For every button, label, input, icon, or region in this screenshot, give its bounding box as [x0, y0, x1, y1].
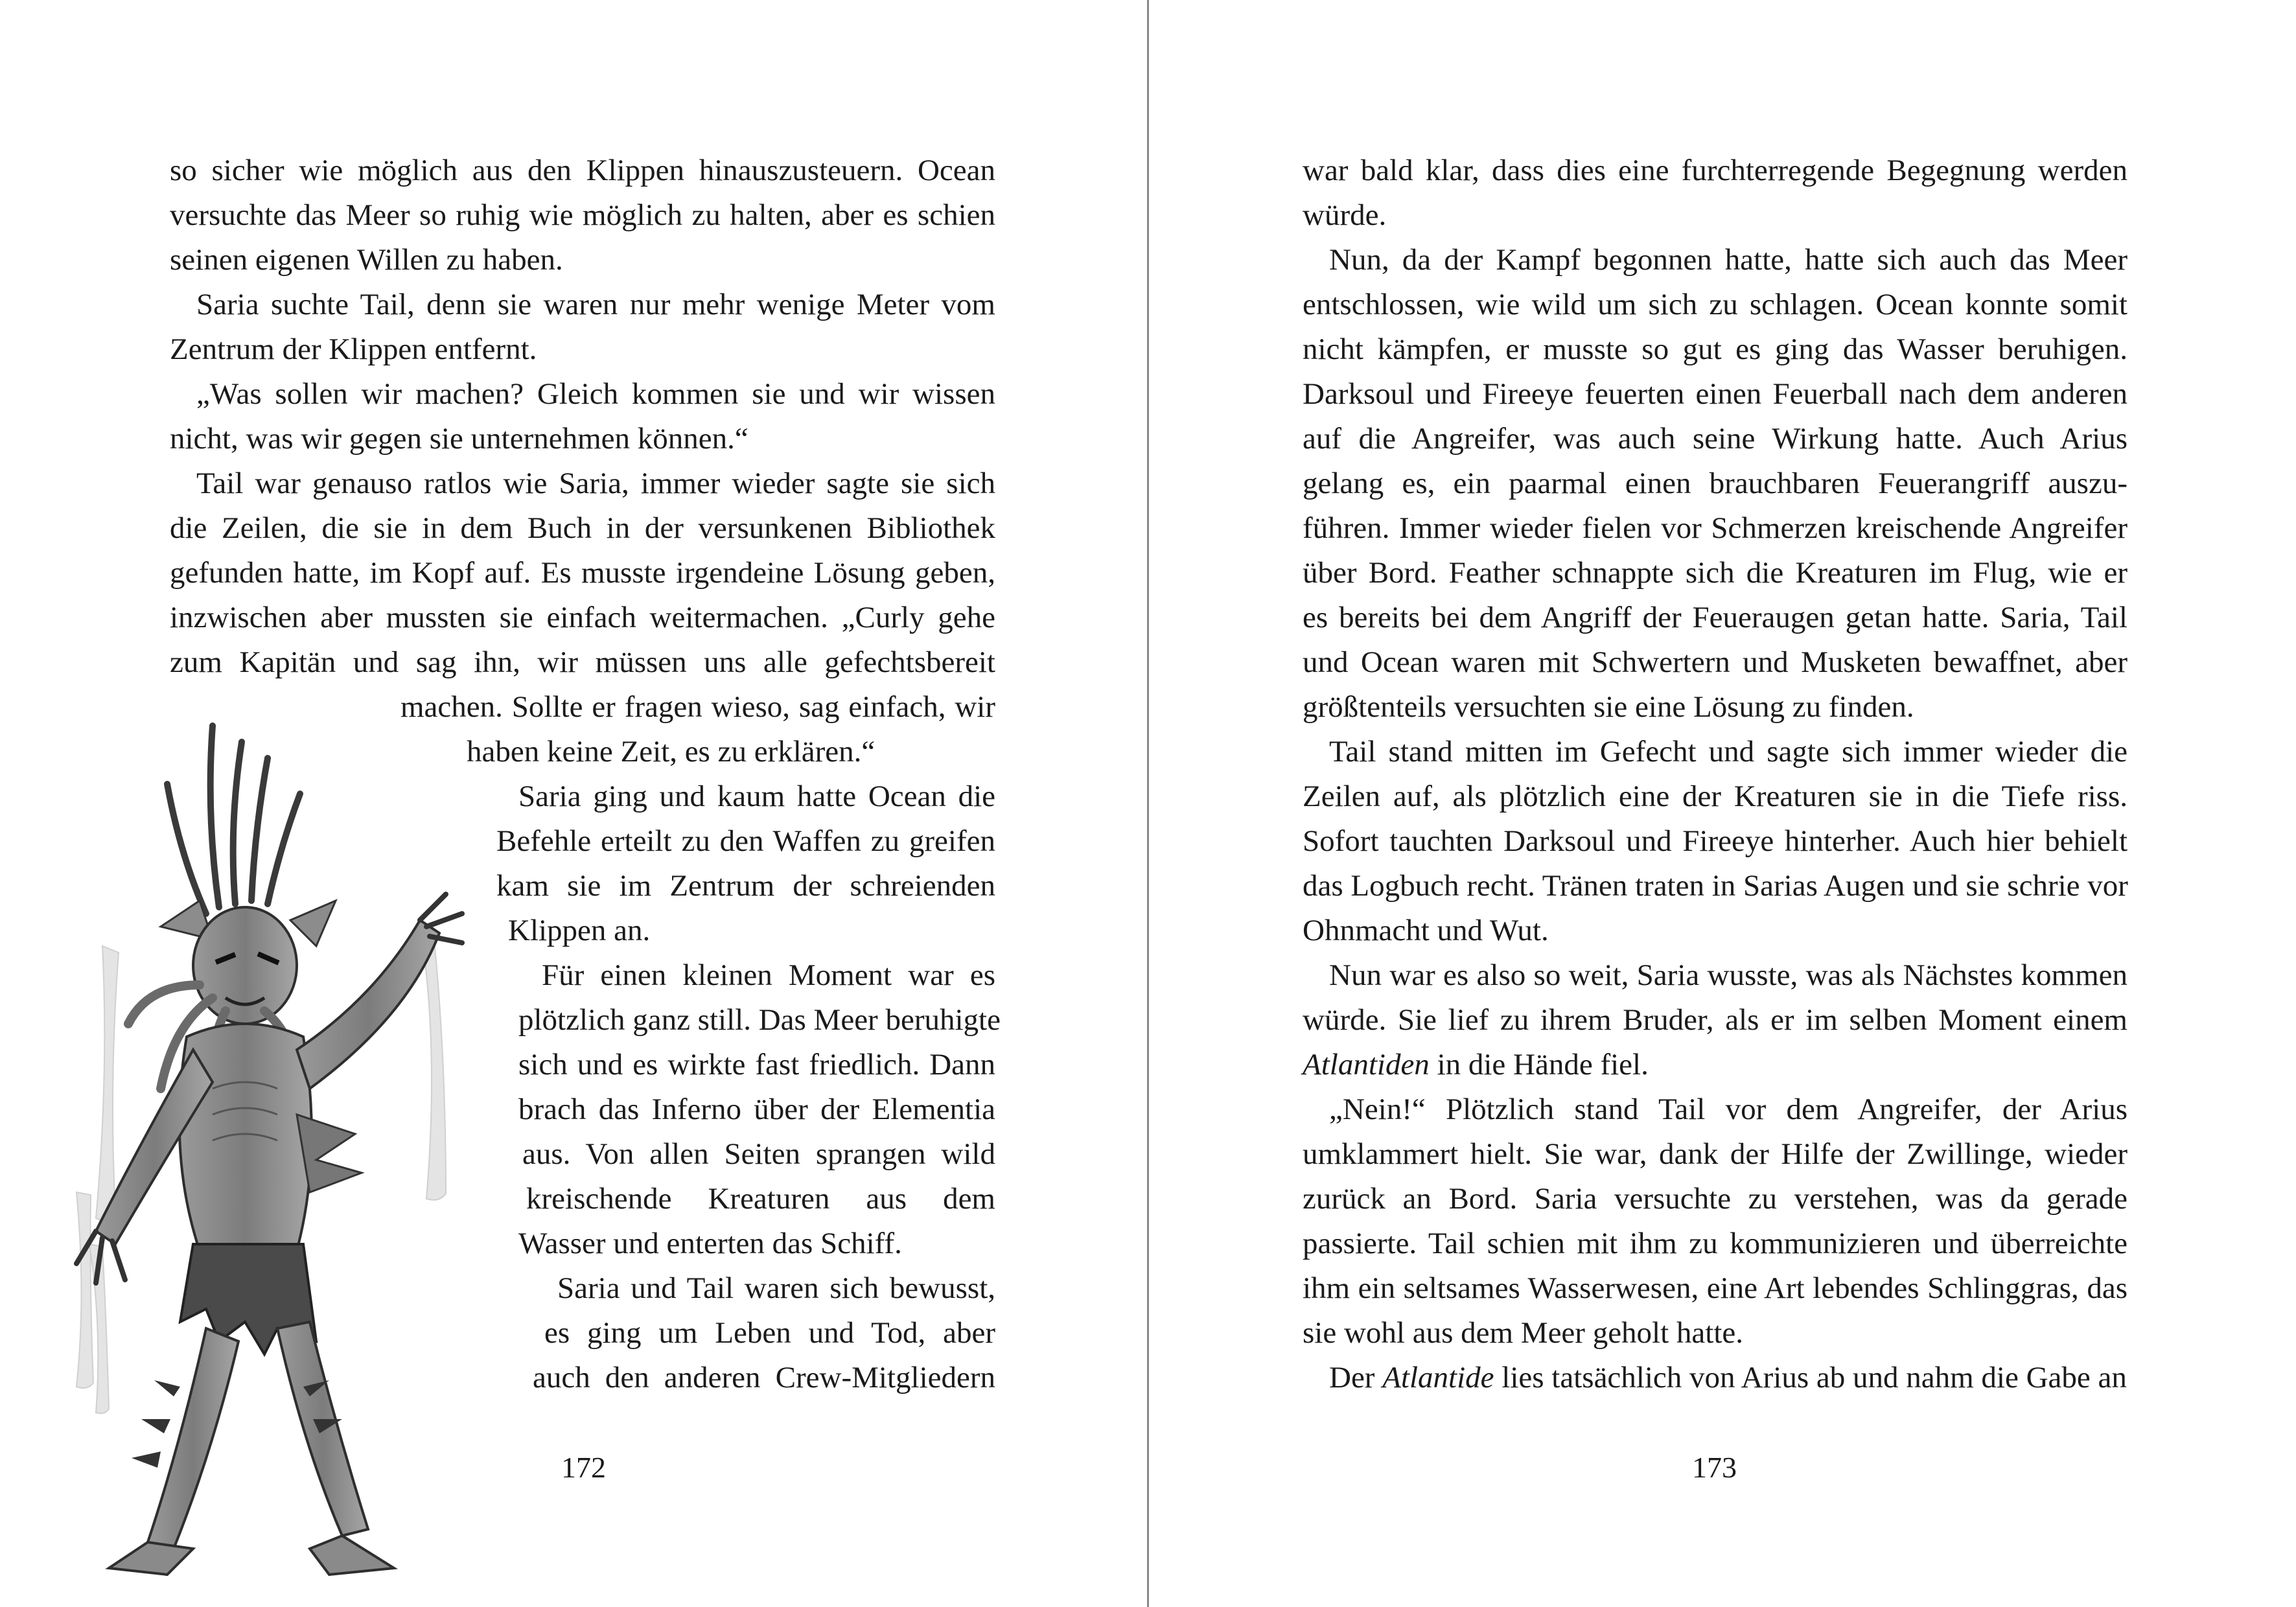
- text-line: „Was sollen wir machen? Gleich kommen sie und wir wissen: [196, 377, 995, 411]
- right-page: [1149, 0, 2296, 1607]
- text-line: brach das Inferno über der Elementia: [518, 1093, 995, 1126]
- text-line: kreischende Kreaturen aus dem: [526, 1182, 995, 1216]
- text-line: war bald klar, dass dies eine furchterregende Begegnung werden: [1303, 154, 2128, 187]
- text-line: es bereits bei dem Angriff der Feueraugen getan hatte. Saria, Tail: [1303, 601, 2128, 634]
- text-line: zurück an Bord. Saria versuchte zu verstehen, was da gerade: [1303, 1182, 2128, 1216]
- text-line: umklammert hielt. Sie war, dank der Hilfe der Zwillinge, wieder: [1303, 1137, 2128, 1171]
- text-line: Zeilen auf, als plötzlich eine der Kreaturen sie in die Tiefe riss.: [1303, 780, 2128, 813]
- text-line: würde.: [1303, 198, 1387, 232]
- text-line: das Logbuch recht. Tränen traten in Sarias Augen und sie schrie vor: [1303, 869, 2128, 903]
- text-line: zum Kapitän und sag ihn, wir müssen uns alle gefechtsbereit: [170, 645, 995, 679]
- text-line: entschlossen, wie wild um sich zu schlagen. Ocean konnte somit: [1303, 288, 2128, 321]
- text-fragment: in die Hände fiel.: [1437, 1048, 1649, 1081]
- text-line: gefunden hatte, im Kopf auf. Es musste irgendeine Lösung geben,: [170, 556, 995, 590]
- italic-term: Atlantiden: [1303, 1048, 1430, 1081]
- text-line: Saria suchte Tail, denn sie waren nur mehr wenige Meter vom: [196, 288, 995, 321]
- text-line: Sofort tauchten Darksoul und Fireeye hinterher. Auch hier behielt: [1303, 824, 2128, 858]
- text-line: Zentrum der Klippen entfernt.: [170, 332, 537, 366]
- text-line: aus. Von allen Seiten sprangen wild: [522, 1137, 995, 1171]
- text-line: die Zeilen, die sie in dem Buch in der versunkenen Bibliothek: [170, 511, 995, 545]
- text-line: inzwischen aber mussten sie einfach weitermachen. „Curly gehe: [170, 601, 995, 634]
- text-line: Befehle erteilt zu den Waffen zu greifen: [496, 824, 995, 858]
- text-line: haben keine Zeit, es zu erklären.“: [467, 735, 875, 769]
- text-line: Saria ging und kaum hatte Ocean die: [518, 780, 995, 813]
- text-fragment: lies tatsächlich von Arius ab und nahm die Gabe an: [1502, 1361, 2127, 1394]
- text-line: gelang es, ein paarmal einen brauchbaren Feuerangriff auszu-: [1303, 467, 2128, 500]
- text-line: über Bord. Feather schnappte sich die Kreaturen im Flug, wie er: [1303, 556, 2128, 590]
- text-line: ihm ein seltsames Wasserwesen, eine Art lebendes Schlinggras, das: [1303, 1271, 2128, 1305]
- text-line: so sicher wie möglich aus den Klippen hinauszusteuern. Ocean: [170, 154, 995, 187]
- italic-term: Atlantide: [1382, 1361, 1494, 1394]
- text-line: [1303, 1043, 1649, 1087]
- text-line: sich und es wirkte fast friedlich. Dann: [518, 1048, 995, 1081]
- text-line: versuchte das Meer so ruhig wie möglich zu halten, aber es schien: [170, 198, 995, 232]
- text-line: Nun war es also so weit, Saria wusste, was als Nächstes kommen: [1329, 958, 2128, 992]
- text-line: Saria und Tail waren sich bewusst,: [557, 1271, 995, 1305]
- text-line: es ging um Leben und Tod, aber: [544, 1316, 995, 1350]
- text-line: nicht kämpfen, er musste so gut es ging das Wasser beruhigen.: [1303, 332, 2128, 366]
- page-number: 172: [561, 1451, 606, 1484]
- left-page: [0, 0, 1147, 1607]
- text-line: Klippen an.: [508, 914, 651, 947]
- text-line: Nun, da der Kampf begonnen hatte, hatte sich auch das Meer: [1329, 243, 2128, 277]
- text-line: Für einen kleinen Moment war es: [542, 958, 995, 992]
- text-line: und Ocean waren mit Schwertern und Musketen bewaffnet, aber: [1303, 645, 2128, 679]
- text-line: Ohnmacht und Wut.: [1303, 914, 1549, 947]
- text-line: Tail stand mitten im Gefecht und sagte sich immer wieder die: [1329, 735, 2128, 769]
- text-line: seinen eigenen Willen zu haben.: [170, 243, 563, 277]
- text-line: passierte. Tail schien mit ihm zu kommunizieren und überreichte: [1303, 1227, 2128, 1260]
- text-line: größtenteils versuchten sie eine Lösung zu finden.: [1303, 690, 1914, 724]
- text-line: sie wohl aus dem Meer geholt hatte.: [1303, 1316, 1744, 1350]
- page-number: 173: [1692, 1451, 1737, 1484]
- text-line: [1329, 1356, 2127, 1400]
- text-line: Tail war genauso ratlos wie Saria, immer wieder sagte sie sich: [196, 467, 995, 500]
- text-line: führen. Immer wieder fielen vor Schmerzen kreischende Angreifer: [1303, 511, 2128, 545]
- text-line: nicht, was wir gegen sie unternehmen können.“: [170, 422, 748, 456]
- text-line: Darksoul und Fireeye feuerten einen Feuerball nach dem anderen: [1303, 377, 2128, 411]
- text-line: würde. Sie lief zu ihrem Bruder, als er im selben Moment einem: [1303, 1003, 2128, 1037]
- text-line: auf die Angreifer, was auch seine Wirkung hatte. Auch Arius: [1303, 422, 2128, 456]
- sea-creature-illustration: [57, 713, 524, 1601]
- text-line: Wasser und enterten das Schiff.: [518, 1227, 902, 1260]
- text-line: plötzlich ganz still. Das Meer beruhigte: [518, 1003, 1001, 1037]
- text-line: machen. Sollte er fragen wieso, sag einfach, wir: [400, 690, 995, 724]
- text-line: „Nein!“ Plötzlich stand Tail vor dem Angreifer, der Arius: [1329, 1093, 2128, 1126]
- text-line: auch den anderen Crew-Mitgliedern: [533, 1361, 995, 1394]
- text-line: kam sie im Zentrum der schreienden: [496, 869, 995, 903]
- text-fragment: Der: [1329, 1361, 1375, 1394]
